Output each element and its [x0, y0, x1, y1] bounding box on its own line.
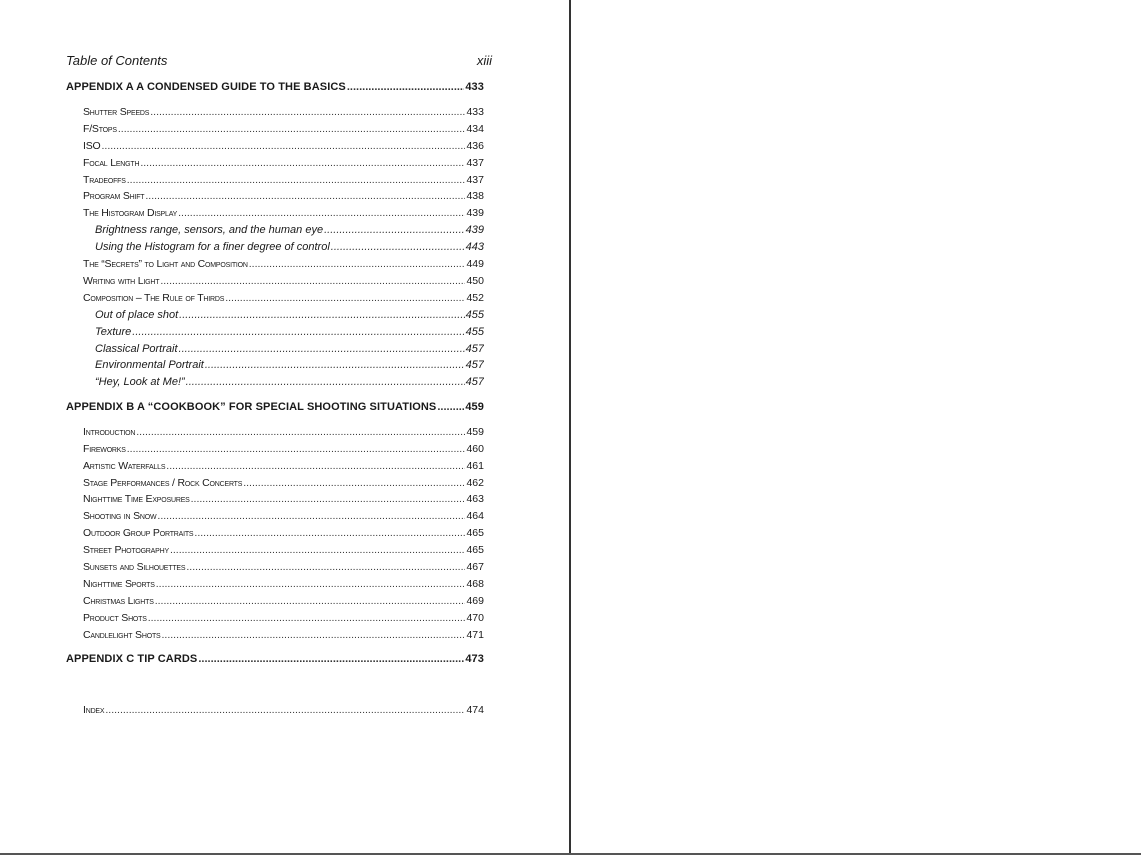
toc-entry-using-histogram[interactable]: Using the Histogram for a finer degree of control ..... 443	[95, 240, 484, 256]
dot-leader	[198, 652, 464, 666]
dot-leader	[249, 257, 466, 271]
toc-entry-nighttime-exposures[interactable]: Nighttime Time Exposures ..... 463	[83, 492, 484, 508]
toc-entry-environmental-portrait[interactable]: Environmental Portrait ..... 457	[95, 358, 484, 374]
toc-entry-shutter-speeds[interactable]: Shutter Speeds ..... 433	[83, 105, 484, 121]
dot-leader	[179, 342, 465, 356]
toc-entry-sunsets-silhouettes[interactable]: Sunsets and Silhouettes ..... 467	[83, 560, 484, 576]
dot-leader	[170, 543, 466, 557]
dot-leader	[186, 375, 465, 389]
toc-entry-brightness-range[interactable]: Brightness range, sensors, and the human eye ..... 439	[95, 223, 484, 239]
toc-entry-street-photography[interactable]: Street Photography ..... 465	[83, 543, 484, 559]
dot-leader	[127, 442, 466, 456]
dot-leader	[157, 509, 465, 523]
toc-entry-rule-of-thirds[interactable]: Composition – The Rule of Thirds ..... 452	[83, 291, 484, 307]
right-page-blank	[571, 0, 1141, 853]
dot-leader	[331, 240, 465, 254]
toc-entry-focal-length[interactable]: Focal Length ..... 437	[83, 156, 484, 172]
toc-appendix-a[interactable]: APPENDIX A A CONDENSED GUIDE TO THE BASICS ..... 433	[66, 80, 484, 96]
dot-leader	[437, 400, 464, 414]
toc-entry-secrets[interactable]: The “Secrets” to Light and Composition ..... 449	[83, 257, 484, 273]
toc-entry-hey-look-at-me[interactable]: “Hey, Look at Me!” ..... 457	[95, 375, 484, 391]
dot-leader	[150, 105, 465, 119]
dot-leader	[136, 425, 465, 439]
toc-entry-stage-performances[interactable]: Stage Performances / Rock Concerts ..... 462	[83, 476, 484, 492]
dot-leader	[178, 206, 465, 220]
dot-leader	[145, 189, 465, 203]
dot-leader	[347, 80, 464, 94]
dot-leader	[324, 223, 465, 237]
toc-entry-christmas-lights[interactable]: Christmas Lights ..... 469	[83, 594, 484, 610]
dot-leader	[191, 492, 466, 506]
dot-leader	[102, 139, 466, 153]
dot-leader	[118, 122, 466, 136]
toc-entry-nighttime-sports[interactable]: Nighttime Sports ..... 468	[83, 577, 484, 593]
dot-leader	[243, 476, 465, 490]
header-page-number: xiii	[476, 53, 492, 68]
dot-leader	[148, 611, 466, 625]
toc-entry-program-shift[interactable]: Program Shift ..... 438	[83, 189, 484, 205]
toc-appendix-b[interactable]: APPENDIX B A “COOKBOOK” FOR SPECIAL SHOOTING SITUATIONS ..... 459	[66, 400, 484, 416]
dot-leader	[179, 308, 464, 322]
toc-entry-tradeoffs[interactable]: Tradeoffs ..... 437	[83, 173, 484, 189]
dot-leader	[194, 526, 465, 540]
toc-appendix-c[interactable]: APPENDIX C TIP CARDS ..... 473	[66, 652, 484, 668]
toc-entry-index[interactable]: Index ..... 474	[83, 703, 484, 719]
dot-leader	[127, 173, 466, 187]
toc-entry-shooting-in-snow[interactable]: Shooting in Snow ..... 464	[83, 509, 484, 525]
dot-leader	[160, 274, 465, 288]
toc-entry-product-shots[interactable]: Product Shots ..... 470	[83, 611, 484, 627]
dot-leader	[156, 577, 466, 591]
toc-entry-fireworks[interactable]: Fireworks ..... 460	[83, 442, 484, 458]
toc-entry-texture[interactable]: Texture ..... 455	[95, 325, 484, 341]
dot-leader	[162, 628, 466, 642]
dot-leader	[105, 703, 465, 717]
toc-entry-iso[interactable]: ISO ..... 436	[83, 139, 484, 155]
toc-entry-artistic-waterfalls[interactable]: Artistic Waterfalls ..... 461	[83, 459, 484, 475]
toc-entry-candlelight-shots[interactable]: Candlelight Shots ..... 471	[83, 628, 484, 644]
toc-entry-introduction[interactable]: Introduction ..... 459	[83, 425, 484, 441]
toc-entry-writing-with-light[interactable]: Writing with Light ..... 450	[83, 274, 484, 290]
dot-leader	[155, 594, 466, 608]
dot-leader	[205, 358, 465, 372]
dot-leader	[166, 459, 465, 473]
toc-entry-f-stops[interactable]: F/Stops ..... 434	[83, 122, 484, 138]
dot-leader	[225, 291, 465, 305]
toc-entry-classical-portrait[interactable]: Classical Portrait ..... 457	[95, 342, 484, 358]
dot-leader	[140, 156, 465, 170]
dot-leader	[186, 560, 465, 574]
toc-entry-outdoor-group-portraits[interactable]: Outdoor Group Portraits ..... 465	[83, 526, 484, 542]
running-title: Table of Contents	[66, 53, 168, 68]
left-page	[0, 0, 569, 853]
dot-leader	[132, 325, 464, 339]
toc-entry-histogram-display[interactable]: The Histogram Display ..... 439	[83, 206, 484, 222]
toc-entry-out-of-place-shot[interactable]: Out of place shot ..... 455	[95, 308, 484, 324]
